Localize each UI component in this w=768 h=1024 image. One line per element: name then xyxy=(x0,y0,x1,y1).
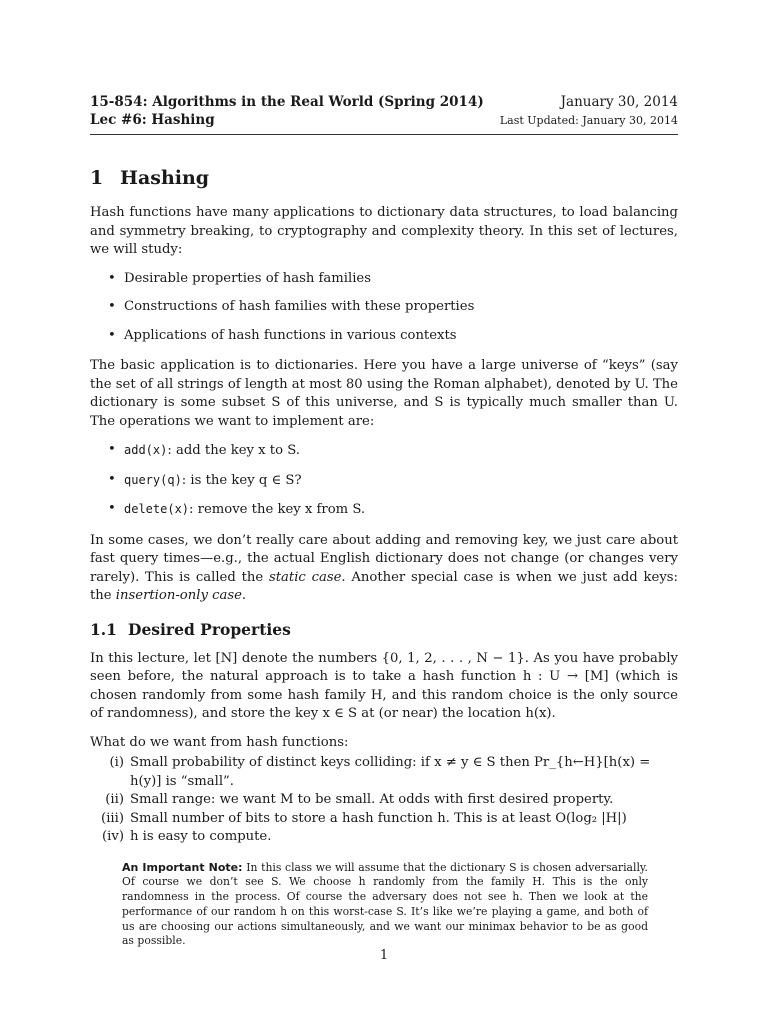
main-content xyxy=(90,166,678,949)
list-item: (iii) Small number of bits to store a hash function h. This is at least O(log₂ |H|) xyxy=(101,810,627,826)
list-item: (iv) h is easy to compute. xyxy=(102,829,272,844)
section-title: Hashing xyxy=(120,167,210,189)
page-number: 1 xyxy=(379,948,389,963)
study-list xyxy=(90,270,678,346)
lecture-header xyxy=(90,93,678,135)
subsection-title: Desired Properties xyxy=(128,619,291,639)
important-note xyxy=(122,861,648,950)
lecture-title: Lec #6: Hashing xyxy=(90,112,215,128)
subsection-heading xyxy=(90,620,678,640)
static-case-term: static case xyxy=(268,569,342,585)
section-heading xyxy=(90,166,678,190)
basic-application-paragraph: The basic application is to dictionaries. Here you have a large universe of “keys” (say the set of all strings of length at most 80 using the Roman alphabet), denoted by U. The dictionary is some subset S of this universe, and S is typically much smaller than U. The operations we want to implement are: xyxy=(90,358,678,429)
section-number: 1 xyxy=(90,167,104,189)
note-text: In this class we will assume that the dictionary S is chosen adversarially. Of course we don’t see S. We choose h randomly from the family H. This is the only randomness in the process. Of course the adversary does not see h. Then we look at the performance of our random h on this worst-case S. It’s like we’re playing a game, and both of us are choosing our actions simultaneously, and we want our minimax behavior to be as good as possible. xyxy=(122,860,648,948)
op-code: add(x) xyxy=(124,443,168,457)
last-updated: Last Updated: January 30, 2014 xyxy=(499,114,678,127)
properties-list xyxy=(90,754,678,847)
note-label: An Important Note: xyxy=(122,860,243,874)
list-item: • delete(x): remove the key x from S. xyxy=(108,501,366,517)
intro-paragraph: Hash functions have many applications to dictionary data structures, to load balancing and symmetry breaking, to cryptography and complexity theory. In this set of lectures, we will study: xyxy=(90,205,678,257)
op-code: delete(x) xyxy=(124,502,190,516)
list-item: • add(x): add the key x to S. xyxy=(108,442,300,458)
list-item: (i) Small probability of distinct keys colliding: if x ≠ y ∈ S then Pr_{h←H}[h(x) = h(y)] is “small”. xyxy=(109,755,651,789)
list-item: • query(q): is the key q ∈ S? xyxy=(108,471,302,488)
list-item: • Applications of hash functions in various contexts xyxy=(108,327,457,343)
subsection-number: 1.1 xyxy=(90,619,117,639)
list-item: • Constructions of hash families with these properties xyxy=(108,299,475,314)
op-code: query(q) xyxy=(124,472,182,487)
lecture-date: January 30, 2014 xyxy=(560,94,678,110)
insertion-only-term: insertion-only case xyxy=(115,588,242,603)
operations-list xyxy=(90,441,678,520)
want-line: What do we want from hash functions: xyxy=(90,734,349,750)
cases-paragraph: In some cases, we don’t really care about adding and removing key, we just care about fast query times—e.g., the actual English dictionary does not change (or changes very rarely). This is called the static case. Another special case is when we just add keys: the insertion-only case. xyxy=(90,532,678,603)
course-title: 15-854: Algorithms in the Real World (Spring 2014) xyxy=(90,94,484,110)
list-item: • Desirable properties of hash families xyxy=(108,270,371,286)
desired-properties-paragraph: In this lecture, let [N] denote the numbers {0, 1, 2, . . . , N − 1}. As you have probably seen before, the natural approach is to take a hash function h : U → [M] (which is chosen randomly from some hash family H, and this random choice is the only source of randomness), and store the key x ∈ S at (or near) the location h(x). xyxy=(90,650,678,721)
list-item: (ii) Small range: we want M to be small. At odds with first desired property. xyxy=(105,792,614,807)
